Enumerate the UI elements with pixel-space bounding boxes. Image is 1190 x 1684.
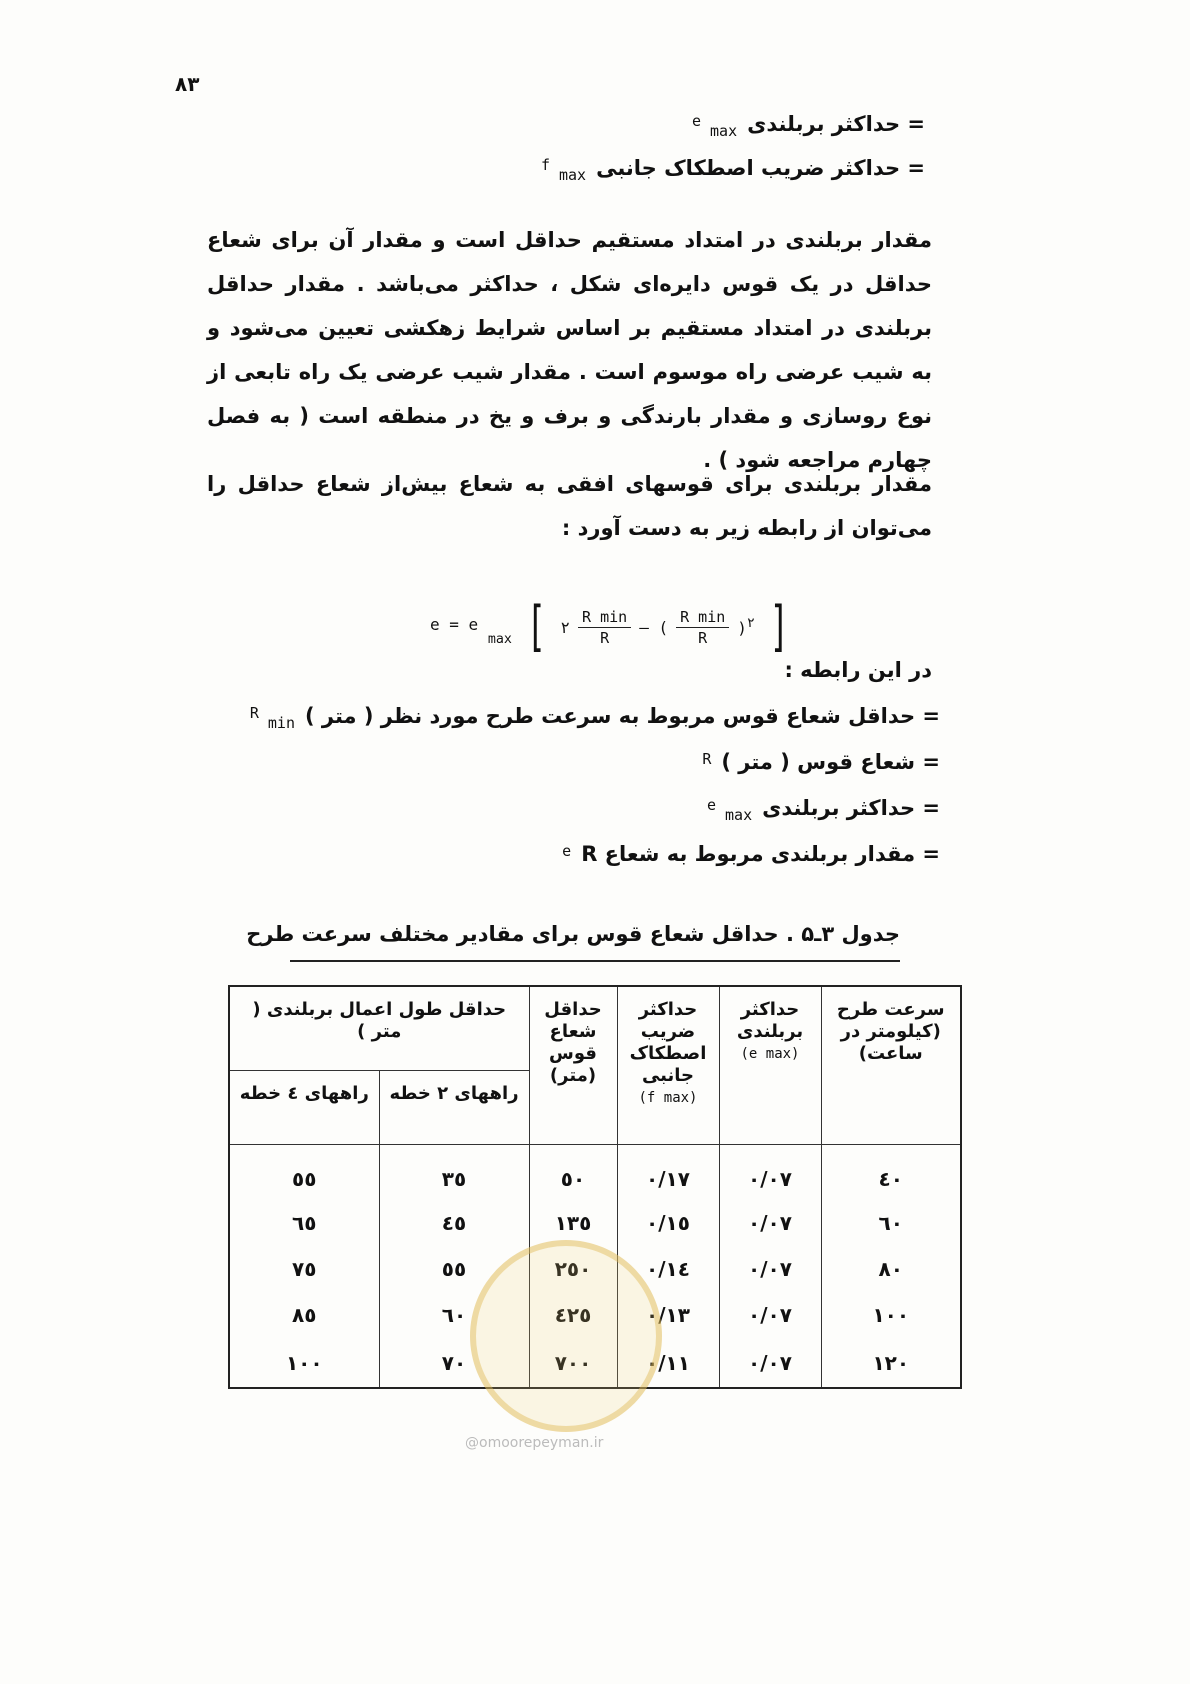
page-number: ۸۳: [175, 72, 200, 96]
header-2-lane: راههای ۲ خطه: [379, 1070, 529, 1144]
definition-symbol: R: [702, 750, 712, 768]
definition-text: = حداکثر بربلندی: [747, 112, 925, 136]
cell-fmax: ٠/١٥: [617, 1200, 719, 1246]
cell-speed: ١٠٠: [821, 1292, 961, 1338]
definition-text: = حداقل شعاع قوس مربوط به سرعت طرح مورد نظر ( متر ): [304, 704, 940, 728]
paragraph-formula-intro: مقدار بربلندی برای قوسهای افقی به شعاع بیش‌از شعاع حداقل را می‌توان از رابطه زیر به دست آورد :: [207, 472, 932, 540]
definitions-top: [541, 112, 925, 200]
definition-symbol: e: [562, 842, 572, 860]
table-row: [229, 1144, 961, 1200]
cell-speed: ٤٠: [821, 1144, 961, 1200]
cell-fmax: ٠/١٤: [617, 1246, 719, 1292]
cell-4-lane: ٦٥: [229, 1200, 379, 1246]
cell-fmax: ٠/١١: [617, 1338, 719, 1388]
header-fmax: حداکثر ضریب اصطکاک جانبی (f max): [617, 986, 719, 1144]
cell-2-lane: ٣٥: [379, 1144, 529, 1200]
cell-rmin: ١٣٥: [529, 1200, 617, 1246]
cell-2-lane: ٥٥: [379, 1246, 529, 1292]
definition-text: = حداکثر بربلندی: [762, 796, 940, 820]
cell-4-lane: ٥٥: [229, 1144, 379, 1200]
cell-speed: ١٢٠: [821, 1338, 961, 1388]
header-emax: حداکثر بربلندی (e max): [719, 986, 821, 1144]
header-min-length: حداقل طول اعمال بربلندی ( متر ): [229, 986, 529, 1070]
definition-e: [250, 842, 940, 888]
formula-lhs: e = e $_{max}$: [430, 615, 512, 647]
superelevation-formula: [430, 595, 795, 658]
cell-speed: ٦٠: [821, 1200, 961, 1246]
definition-text: = حداکثر ضریب اصطکاک جانبی: [596, 156, 925, 180]
definition-rmin: [250, 704, 940, 750]
cell-2-lane: ٧٠: [379, 1338, 529, 1388]
cell-4-lane: ١٠٠: [229, 1338, 379, 1388]
cell-emax: ٠/٠٧: [719, 1200, 821, 1246]
definition-r: [250, 750, 940, 796]
watermark-seal-icon: [470, 1240, 662, 1432]
definition-symbol: e $_{max}$: [706, 796, 753, 824]
table-caption: جدول ۳ـ۵ . حداقل شعاع قوس برای مقادیر مختلف سرعت طرح: [246, 922, 900, 946]
definition-text: = مقدار بربلندی مربوط به شعاع R: [581, 842, 940, 866]
header-design-speed: سرعت طرح (کیلومتر در ساعت): [821, 986, 961, 1144]
paragraph-superelevation: مقدار بربلندی در امتداد مستقیم حداقل است و مقدار آن برای شعاع حداقل در یک قوس دایره‌ای شکل ، حداکثر می‌باشد . مقدار حداقل بربلندی در امتداد مستقیم بر اساس شرایط زهکشی تعیین می‌شود و به شیب عرضی راه موسوم است . مقدار شیب عرضی یک راه تابعی از نوع روسازی و مقدار بارندگی و برف و یخ در منطقه است ( به فصل چهارم مراجعه شود ) .: [207, 228, 932, 472]
definition-fmax: [541, 156, 925, 200]
fraction-rmin-r: $\frac{\text{R min}}{R}$: [578, 607, 631, 648]
cell-fmax: ٠/١٣: [617, 1292, 719, 1338]
cell-emax: ٠/٠٧: [719, 1338, 821, 1388]
bracket-open: [: [526, 595, 546, 658]
watermark-text: @omoorepeyman.ir: [465, 1435, 604, 1451]
bracket-close: ]: [769, 595, 789, 658]
definition-symbol: R $_{min}$: [249, 704, 295, 732]
cell-rmin: ٤٢٥: [529, 1292, 617, 1338]
definition-text: = شعاع قوس ( متر ): [721, 750, 940, 774]
cell-4-lane: ٧٥: [229, 1246, 379, 1292]
definition-emax-2: [250, 796, 940, 842]
caption-underline: [290, 960, 900, 962]
cell-fmax: ٠/١٧: [617, 1144, 719, 1200]
formula-coefficient: ۲: [560, 617, 571, 637]
cell-4-lane: ٨٥: [229, 1292, 379, 1338]
fraction-rmin-r-squared: $\frac{\text{R min}}{R}$: [676, 607, 729, 648]
formula-minus: – (: [639, 617, 669, 637]
cell-2-lane: ٦٠: [379, 1292, 529, 1338]
header-4-lane: راههای ٤ خطه: [229, 1070, 379, 1144]
cell-rmin: ٢٥٠: [529, 1246, 617, 1292]
definition-emax: [541, 112, 925, 156]
cell-emax: ٠/٠٧: [719, 1292, 821, 1338]
cell-rmin: ٥٠: [529, 1144, 617, 1200]
definition-symbol: f $_{max}$: [540, 156, 587, 184]
header-min-radius: حداقل شعاع قوس (متر): [529, 986, 617, 1144]
cell-speed: ٨٠: [821, 1246, 961, 1292]
cell-emax: ٠/٠٧: [719, 1246, 821, 1292]
cell-2-lane: ٤٥: [379, 1200, 529, 1246]
definition-symbol: e $_{max}$: [691, 112, 738, 140]
cell-emax: ٠/٠٧: [719, 1144, 821, 1200]
definitions-bottom: [250, 704, 940, 888]
cell-rmin: ٧٠٠: [529, 1338, 617, 1388]
formula-close-paren: )$^۲$: [737, 616, 755, 638]
where-label: در این رابطه :: [784, 658, 932, 682]
table-row: [229, 1200, 961, 1246]
